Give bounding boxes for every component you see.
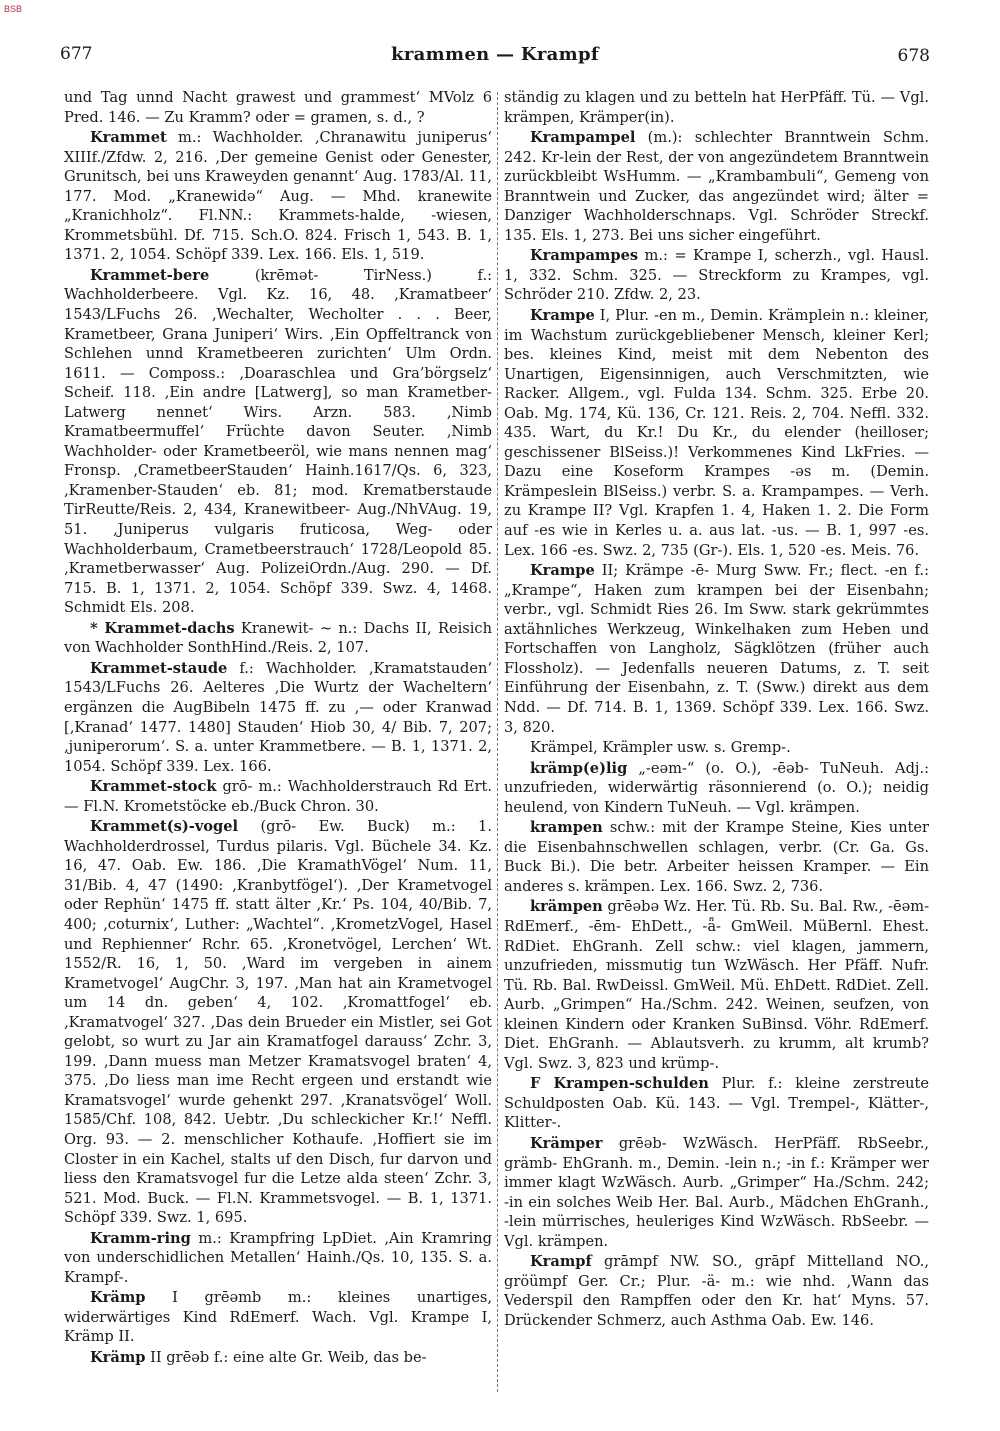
entry-text: m.: = Krampe I, scherzh., vgl. Hausl. 1, 332. Schm. 325. — Streckform zu Krampes, vgl. Schröder 210. Zfdw. 2, 23.: [504, 247, 929, 304]
entry-headword: Krammet-staude: [90, 659, 228, 677]
entry-headword: Krammet: [90, 129, 167, 147]
right-column: [504, 88, 929, 1408]
entry-text: grēəbə Wz. Her. Tü. Rb. Su. Bal. Rw., -ēəm- RdEmerf., -ēm- EhDett., -ǟ- GmWeil. MüBernl. Ehest. RdDiet. EhGranh. Zell schw.: viel klagen, jammern, unzufrieden, missmutig tun WzWäsch. Her Pfäff. Nufr. Tü. Rb. Bal. RwDeissl. GmWeil. Mü. EhDett. RdDiet. Zell. Aurb. „Grimpen“ Ha./Schm. 242. Weinen, seufzen, von kleinen Kindern oder Kranken SuBinsd. Vöhr. RdEmerf. Diet. EhGranh. — Ablautsverh. zu krumm, alt krumb? Vgl. Swz. 3, 823 und krümp-.: [504, 898, 929, 1072]
entry-text: I grēəmb m.: kleines unartiges, widerwärtiges Kind RdEmerf. Wach. Vgl. Krampe I, Krämp II.: [64, 1289, 492, 1346]
dictionary-entry: [504, 88, 929, 127]
entry-text: Kranewit- ~ n.: Dachs II, Reisich von Wachholder SonthHind./Reis. 2, 107.: [64, 619, 492, 657]
dictionary-entry: [64, 266, 492, 618]
entry-text: Plur. f.: kleine zerstreute Schuldposten Oab. Kü. 143. — Vgl. Trempel-, Klätter-, Klitter-.: [504, 1075, 929, 1132]
dictionary-entry: [504, 306, 929, 560]
running-head: krammen — Krampf: [391, 44, 599, 65]
dictionary-entry: [64, 1229, 492, 1288]
dictionary-entry: [64, 88, 492, 127]
entry-text: „-eəm-“ (o. O.), -ēəb- TuNeuh. Adj.: unzufrieden, widerwärtig räsonnierend (o. O.); neidig heulend, von Kindern TuNeuh. — Vgl. krämpen.: [504, 759, 929, 816]
entry-headword: Krampf: [530, 1253, 592, 1271]
entry-text: Krämpel, Krämpler usw. s. Gremp-.: [530, 739, 791, 757]
column-divider: [497, 92, 498, 1392]
dictionary-entry: [64, 659, 492, 776]
entry-text: II grēəb f.: eine alte Gr. Weib, das be-: [145, 1349, 427, 1366]
entry-headword: krämp(e)lig: [530, 759, 628, 777]
entry-text: grō- m.: Wachholderstrauch Rd Ert. — Fl.N. Krometstöcke eb./Buck Chron. 30.: [64, 778, 492, 815]
dictionary-entry: [504, 1074, 929, 1133]
entry-text: (grō- Ew. Buck) m.: 1. Wachholderdrossel, Turdus pilaris. Vgl. Büchele 34. Kz. 16, 47. Oab. Ew. 186. ‚Die KramathVögel‘ Num. 11, 31/Bib. 4, 47 (1490: ‚Kranbytfögel‘). ‚Der Krametvogel oder Rephün‘ 1475 ff. statt älter ‚Kr.‘ Ps. 104, 40/Bib. 7, 400; ‚coturnix‘, Luther: „Wachtel“. ‚KrometzVogel, Hasel und Rephienner‘ Rchr. 65. ‚Kronetvögel, Lerchen‘ Wt. 1552/R. 16, 1, 50. ‚Ward im vergeben in ainem Krametvogel‘ AugChr. 3, 197. ‚Man hat ain Krametvogel um 14 dn. geben‘ 4, 102. ‚Kromattfogel‘ eb. ‚Kramatvogel‘ 327. ‚Das dein Brueder ein Mistler, sei Got gelobt, so wurt zu Jar ain Kramatfogel darauss‘ Zchr. 3, 199. ‚Dann muess man Metzer Kramatsvogel braten‘ 4, 375. ‚Do liess man ime Recht ergeen und erstandt wie Kramatsvogel‘ wurde gehenkt 297. ‚Kranatsvögel‘ Woll. 1585/Chf. 108, 842. Uebtr. ‚Du schleckicher Kr.!‘ Neffl. Org. 93. — 2. menschlicher Kothaufe. ‚Hoffiert sie im Closter in ein Kachel, stalts uf den Disch, fur darvon und liess den Kramatsvogel fur die Letze alda steen‘ Zchr. 3, 521. Mod. Buck. — Fl.N. Krammetsvogel. — B. 1, 1371. Schöpf 339. Swz. 1, 695.: [64, 818, 492, 1227]
entry-text: ständig zu klagen und zu betteln hat HerPfäff. Tü. — Vgl. krämpen, Krämper(in).: [504, 89, 929, 126]
entry-headword: Krammet(s)-vogel: [90, 818, 239, 836]
entry-text: grēəb- WzWäsch. HerPfäff. RbSeebr., grämb- EhGranh. m., Demin. -lein n.; -in f.: Krämper wer immer klagt WzWäsch. Aurb. „Grimper“ Ha./Schm. 242; -in ein solches Weib Her. Bal. Aurb., Mädchen EhGranh., -lein mürrisches, heuleriges Kind WzWäsch. RbSeebr. — Vgl. krämpen.: [504, 1134, 929, 1250]
entry-headword: * Krammet-dachs: [90, 619, 235, 637]
entry-text: (m.): schlechter Branntwein Schm. 242. Kr-lein der Rest, der von angezündetem Branntwein zurückbleibt WsHumm. — „Krambambuli“, Gemeng von Branntwein und Zucker, das angezündet wird; älter = Danziger Wachholderschnaps. Vgl. Schröder Streckf. 135. Els. 1, 273. Bei uns sicher eingeführt.: [504, 129, 929, 244]
dictionary-entry: [64, 128, 492, 265]
dictionary-entry: [504, 1252, 929, 1330]
dictionary-entry: [504, 128, 929, 245]
entry-headword: Krammet-bere: [90, 266, 210, 284]
entry-text: I, Plur. -en m., Demin. Krämplein n.: kleiner, im Wachstum zurückgebliebener Mensch, kleiner Kerl; bes. kleines Kind, meist mit dem Nebenton des Unartigen, Eigensinnigen, auch Verschmitzten, wie Racker. Allgem., vgl. Fulda 134. Schm. 325. Erbe 20. Oab. Mg. 174, Kü. 136, Cr. 121. Reis. 2, 704. Neffl. 332. 435. Wart, du Kr.! Du Kr., du elender (heilloser; geschissener BlSeiss.)! Verkommenes Kind LkFries. — Dazu eine Koseform Krampes -əs m. (Demin. Krämpeslein BlSeiss.) verbr. S. a. Krampampes. — Verh. zu Krampe II? Vgl. Krapfen 1. 4, Haken 1. 2. Die Form auf -es wie in Kerles u. a. aus lat. -us. — B. 1, 997 -es. Lex. 166 -es. Swz. 2, 735 (Gr-). Els. 1, 520 -es. Meis. 76.: [504, 307, 929, 559]
dictionary-entry: [64, 1288, 492, 1347]
entry-text: m.: Wachholder. ‚Chranawitu juniperus‘ XIIIf./Zfdw. 2, 216. ‚Der gemeine Genist oder Genester, Grunitsch, bei uns Kraweyden genannt‘ Aug. 1783/Al. 11, 177. Mod. „Kranewidə“ Aug. — Mhd. kranewite „Kranichholz“. Fl.NN.: Krammets-halde, -wiesen, Krommetsbühl. Df. 715. Sch.O. 824. Frisch 1, 543. B. 1, 1371. 2, 1054. Schöpf 339. Lex. 166. Els. 1, 519.: [64, 129, 492, 264]
entry-text: f.: Wachholder. ‚Kramatstauden‘ 1543/LFuchs 26. Aelteres ‚Die Wurtz der Wacheltern‘ ergänzen die AugBibeln 1475 ff. zu ‚— oder Kranwad [‚Kranad‘ 1477. 1480] Stauden‘ Hiob 30, 4/ Bib. 7, 207; ‚juniperorum‘. S. a. unter Krammetbere. — B. 1, 1371. 2, 1054. Schöpf 339. Lex. 166.: [64, 659, 492, 775]
dictionary-entry: [504, 818, 929, 896]
entry-headword: krämpen: [530, 898, 603, 916]
dictionary-entry: [64, 777, 492, 816]
library-stamp: BSB: [4, 4, 23, 14]
dictionary-entry: [504, 897, 929, 1073]
left-column: [64, 88, 492, 1408]
entry-headword: Krammet-stock: [90, 778, 217, 796]
dictionary-entry: [504, 246, 929, 305]
entry-headword: Krampe: [530, 307, 595, 325]
entry-text: grāmpf NW. SO., grāpf Mittelland NO., gröümpf Ger. Cr.; Plur. -ä- m.: wie nhd. ‚Wann das Vederspil den Rampffen oder den Kr. hat‘ Myns. 57. Drückender Schmerz, auch Asthma Oab. Ew. 146.: [504, 1253, 929, 1329]
entry-headword: krampen: [530, 819, 603, 837]
page-number-right: 678: [897, 46, 930, 66]
entry-headword: Krampampel: [530, 129, 636, 147]
dictionary-entry: [504, 561, 929, 737]
dictionary-entry: [64, 1348, 492, 1368]
entry-headword: Krampe: [530, 562, 595, 580]
entry-headword: F Krampen-schulden: [530, 1075, 709, 1093]
entry-headword: Krampampes: [530, 247, 639, 265]
entry-headword: Kramm-ring: [90, 1229, 191, 1247]
dictionary-entry: [504, 759, 929, 818]
entry-text: (krēmət- TirNess.) f.: Wachholderbeere. Vgl. Kz. 16, 48. ‚Kramatbeer‘ 1543/LFuchs 26. ‚Wechalter, Wecholter . . . Beer, Krametbeer, Grana Juniperi‘ Wirs. ‚Ein Opffeltranck von Schlehen unnd Krametbeeren zurichten‘ Ulm Ordn. 1611. — Composs.: ‚Doaraschlea und Gra’börgselz‘ Scheif. 118. ‚Ein andre [Latwerg], so man Krametber-Latwerg nennet‘ Wirs. Arzn. 583. ‚Nimb Kramatbeermuffel‘ Früchte davon Seuter. ‚Nimb Wachholder- oder Krametbeeröl, wie mans nennen mag‘ Fronsp. ‚CrametbeerStauden‘ Hainh.1617/Qs. 6, 323, ‚Kramenber-Stauden‘ eb. 81; mod. Krematberstaude TirReutte/Reis. 2, 434, Kranewitbeer- Aug./NhVAug. 19, 51. ‚Juniperus vulgaris fruticosa, Weg- oder Wachholderbaum, Crametbeerstrauch‘ 1728/Leopold 85. ‚Krametberwasser‘ Aug. PolizeiOrdn./Aug. 290. — Df. 715. B. 1, 1371. 2, 1054. Schöpf 339. Swz. 4, 1468. Schmidt Els. 208.: [64, 266, 492, 617]
entry-headword: Krämp: [90, 1289, 146, 1307]
page-number-left: 677: [60, 44, 93, 64]
entry-text: m.: Krampfring LpDiet. ‚Ain Kramring von underschidlichen Metallen‘ Hainh./Qs. 10, 135. S. a. Krampf-.: [64, 1229, 492, 1286]
entry-text: schw.: mit der Krampe Steine, Kies unter die Eisenbahnschwellen schlagen, verbr. (Cr. Ga. Gs. Buck Bi.). Die betr. Arbeiter heissen Kramper. — Ein anderes s. krämpen. Lex. 166. Swz. 2, 736.: [504, 819, 929, 895]
dictionary-entry: [504, 738, 929, 758]
entry-text: und Tag unnd Nacht grawest und grammest‘ MVolz 6 Pred. 146. — Zu Kramm? oder = gramen, s. d., ?: [64, 89, 492, 126]
entry-text: II; Krämpe -ē- Murg Sww. Fr.; flect. -en f.: „Krampe“, Haken zum krampen bei der Eisenbahn; verbr., vgl. Schmidt Ries 26. Im Sww. stark gekrümmtes axtähnliches Werkzeug, Winkelhaken zum Heben und Fortschaffen von Langholz, Sägklötzen (früher auch Flossholz). — Jedenfalls neueren Datums, z. T. seit Einführung der Eisenbahn, z. T. (Sww.) direkt aus dem Ndd. — Df. 714. B. 1, 1369. Schöpf 339. Lex. 166. Swz. 3, 820.: [504, 562, 929, 736]
dictionary-entry: [64, 619, 492, 658]
dictionary-entry: [64, 817, 492, 1227]
dictionary-entry: [504, 1134, 929, 1251]
entry-headword: Krämper: [530, 1134, 603, 1152]
page-header: [60, 44, 930, 70]
entry-headword: Krämp: [90, 1349, 146, 1366]
